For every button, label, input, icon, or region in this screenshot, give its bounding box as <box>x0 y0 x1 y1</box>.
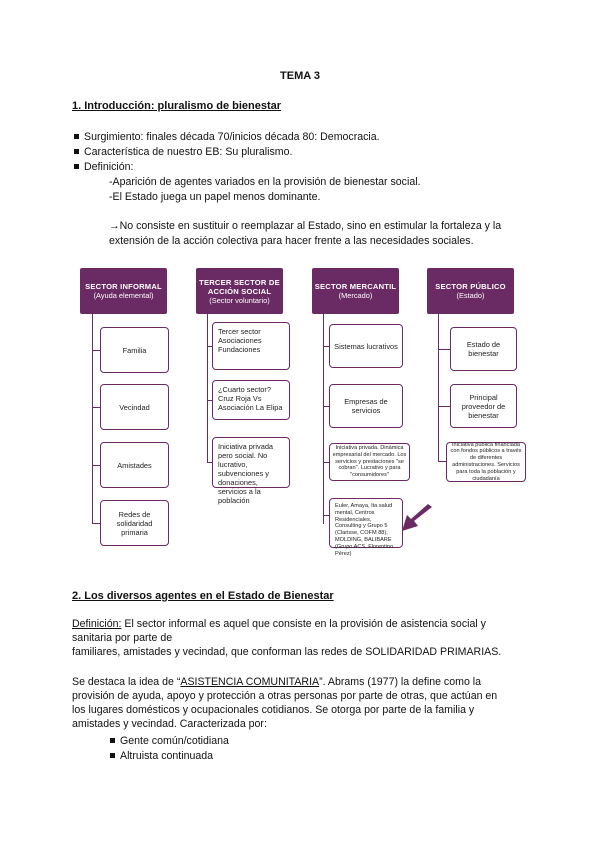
section2-heading: 2. Los diversos agentes en el Estado de Bienestar <box>72 590 334 602</box>
connector <box>438 349 450 350</box>
connector <box>207 314 208 463</box>
box-ejemplos-empresas: Euler, Amaya, Ita salud mental, Centros Residenciales, Consulting y Grupo 5 (Clarisse, COFM 88), MOLDING, BALIBARE (Grupo ACS, Florentino Pérez) <box>329 498 403 548</box>
box-empresas-servicios: Empresas de servicios <box>329 384 403 428</box>
box-sistemas-lucrativos: Sistemas lucrativos <box>329 324 403 368</box>
bullet-item: Gente común/cotidiana <box>110 735 229 748</box>
header-tercer-sector: TERCER SECTOR DE ACCIÓN SOCIAL (Sector voluntario) <box>196 268 283 314</box>
arrow-paragraph-line: →No consiste en sustituir o reemplazar al Estado, sino en estimular la fortaleza y la <box>109 220 502 232</box>
header-sector-informal: SECTOR INFORMAL (Ayuda elemental) <box>80 268 167 314</box>
box-cuarto-sector: ¿Cuarto sector? Cruz Roja Vs Asociación La Elipa <box>212 380 290 420</box>
connector <box>92 465 100 466</box>
header-sector-publico: SECTOR PÚBLICO (Estado) <box>427 268 514 314</box>
definition-paragraph: sanitaria por parte de <box>72 632 173 644</box>
arrow-icon <box>398 503 434 537</box>
page-title: TEMA 3 <box>280 70 320 82</box>
connector <box>438 406 450 407</box>
connector <box>92 314 93 524</box>
definition-paragraph: familiares, amistades y vecindad, que conforman las redes de SOLIDARIDAD PRIMARIAS. <box>72 646 502 658</box>
bullet-icon <box>110 738 115 743</box>
box-familia: Familia <box>100 327 169 373</box>
definition-line: -El Estado juega un papel menos dominante. <box>109 191 321 203</box>
box-principal-proveedor: Principal proveedor de bienestar <box>450 384 517 428</box>
paragraph-line: amistades y vecindad. Caracterizada por: <box>72 718 267 730</box>
box-iniciativa-publica: Iniciativa pública financiada con fondos públicos a través de diferentes administraciones. Servicios para toda la población y ciudadanía <box>446 442 526 482</box>
box-tercer-sector: Tercer sector Asociaciones Fundaciones <box>212 322 290 370</box>
bullet-item: Característica de nuestro EB: Su pluralismo. <box>74 146 292 159</box>
box-iniciativa-privada-social: Iniciativa privada pero social. No lucrativo, subvenciones y donaciones, servicios a la población <box>212 437 290 488</box>
paragraph-line: los lugares domésticos y ocupacionales cotidianos. Se otorga por parte de la familia y <box>72 704 475 716</box>
connector <box>92 407 100 408</box>
connector <box>438 314 439 462</box>
connector <box>92 350 100 351</box>
box-redes-solidaridad: Redes de solidaridad primaria <box>100 500 169 546</box>
bullet-item: Altruista continuada <box>110 750 213 763</box>
box-iniciativa-privada: Iniciativa privada. Dinámica empresarial del mercado. Los servicios y prestaciones "se cobran". Lucrativo y para "consumidores" <box>329 443 410 481</box>
bullet-icon <box>110 753 115 758</box>
section1-heading: 1. Introducción: pluralismo de bienestar <box>72 100 282 112</box>
definition-line: -Aparición de agentes variados en la provisión de bienestar social. <box>109 176 421 188</box>
definition-paragraph: Definición: El sector informal es aquel que consiste en la provisión de asistencia social y <box>72 618 486 630</box>
connector <box>92 523 100 524</box>
box-vecindad: Vecindad <box>100 384 169 430</box>
header-sector-mercantil: SECTOR MERCANTIL (Mercado) <box>312 268 399 314</box>
box-amistades: Amistades <box>100 442 169 488</box>
bullet-item: Definición: <box>74 161 133 174</box>
arrow-paragraph-line: extensión de la acción colectiva para hacer frente a las necesidades sociales. <box>109 235 474 247</box>
bullet-item: Surgimiento: finales década 70/inicios década 80: Democracia. <box>74 131 380 144</box>
box-estado-bienestar: Estado de bienestar <box>450 327 517 371</box>
paragraph-line: Se destaca la idea de “ASISTENCIA COMUNITARIA”. Abrams (1977) la define como la <box>72 676 482 688</box>
paragraph-line: provisión de ayuda, apoyo y protección a otras personas por parte de otras, que actúan en <box>72 690 498 702</box>
